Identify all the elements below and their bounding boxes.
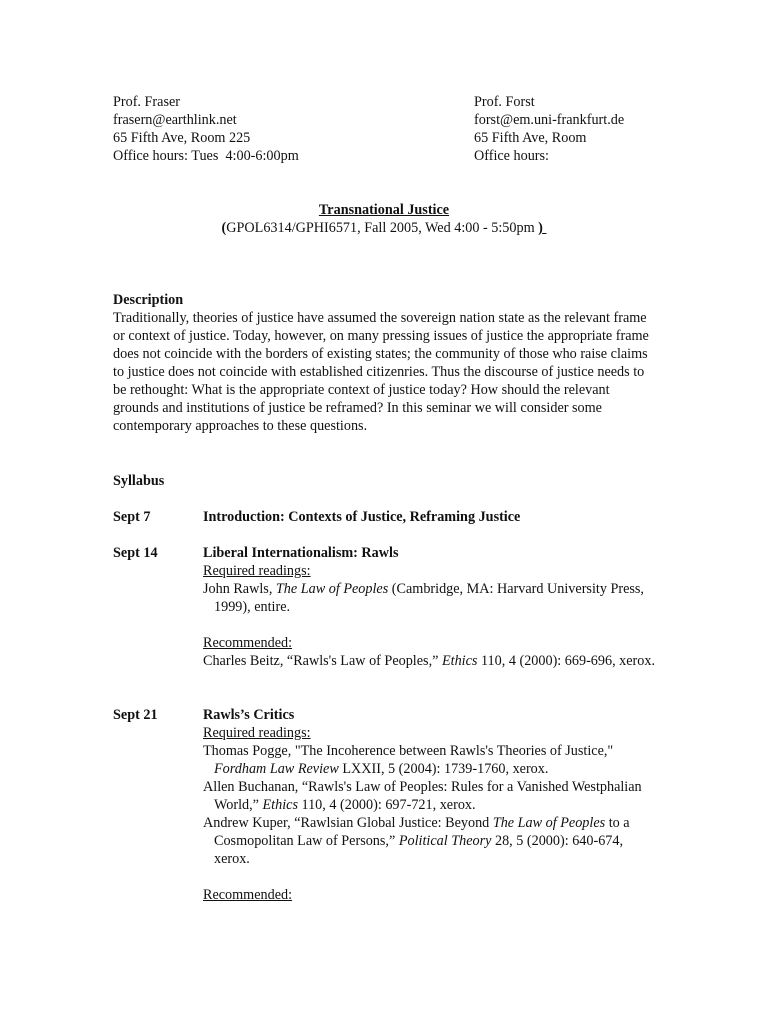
contact-block-fraser (113, 93, 299, 165)
required-readings-label: Required readings: (203, 563, 311, 579)
description-section (113, 291, 658, 435)
week-date: Sept 21 (113, 707, 158, 723)
contact-email: forst@em.uni-frankfurt.de (474, 112, 625, 128)
contact-hours: Office hours: (474, 148, 549, 164)
recommended-label: Recommended: (203, 635, 293, 651)
course-details-text: GPOL6314/GPHI6571, Fall 2005, Wed 4:00 - 5:50pm (226, 220, 539, 236)
contact-block-forst (474, 93, 624, 165)
paren-open: ( (221, 220, 227, 236)
reading-entry: Charles Beitz, “Rawls's Law of Peoples,” Ethics 110, 4 (2000): 669-696, xerox. (203, 653, 656, 669)
contact-address: 65 Fifth Ave, Room 225 (113, 130, 251, 146)
contact-name: Prof. Fraser (113, 94, 180, 110)
week-topic: Introduction: Contexts of Justice, Reframing Justice (203, 509, 521, 525)
description-text: Traditionally, theories of justice have assumed the sovereign nation state as the relevant frame or context of justice. Today, however, on many pressing issues of justice the appropriate frame does not coincide with the borders of existing states; the community of those who raise claims to justice does not coincide with established citizenries. Thus the discourse of justice needs to be rethought: What is the appropriate context of justice today? How should the relevant grounds and institutions of justice be reframed? In this seminar we will consider some contemporary approaches to these questions. (113, 310, 649, 434)
week-topic: Liberal Internationalism: Rawls (203, 545, 399, 561)
recommended-label: Recommended: (203, 887, 293, 903)
reading-entry: Thomas Pogge, "The Incoherence between Rawls's Theories of Justice," Fordham Law Review LXXII, 5 (2004): 1739-1760, xerox. (203, 743, 614, 777)
course-title: Transnational Justice (318, 202, 450, 218)
reading-entry: Andrew Kuper, “Rawlsian Global Justice: Beyond The Law of Peoples to a Cosmopolitan Law of Persons,” Political Theory 28, 5 (2000): 640-674, xerox. (203, 815, 630, 867)
reading-entry: Allen Buchanan, “Rawls's Law of Peoples: Rules for a Vanished Westphalian World,” Ethics 110, 4 (2000): 697-721, xerox. (203, 779, 642, 813)
required-readings-label: Required readings: (203, 725, 311, 741)
syllabus-heading: Syllabus (113, 473, 165, 489)
week-body (203, 706, 658, 904)
week-date: Sept 7 (113, 509, 151, 525)
paren-close: ) (538, 220, 543, 236)
week-topic: Rawls’s Critics (203, 707, 295, 723)
contact-email: frasern@earthlink.net (113, 112, 237, 128)
contact-hours: Office hours: Tues 4:00-6:00pm (113, 148, 299, 164)
description-heading: Description (113, 292, 184, 308)
reading-entry: John Rawls, The Law of Peoples (Cambridge, MA: Harvard University Press, 1999), entire. (203, 581, 644, 615)
contact-name: Prof. Forst (474, 94, 535, 110)
week-body (203, 508, 658, 526)
course-header (0, 201, 768, 237)
course-details (0, 219, 768, 237)
week-date: Sept 14 (113, 545, 158, 561)
week-body (203, 544, 658, 670)
contact-address: 65 Fifth Ave, Room (474, 130, 587, 146)
